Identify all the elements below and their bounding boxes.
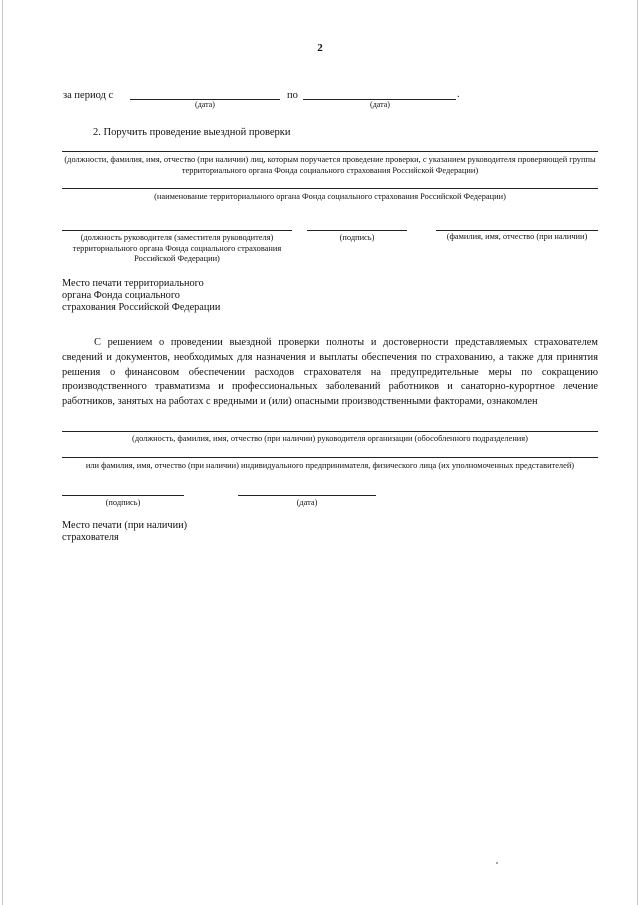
ack-signature-line — [62, 495, 184, 496]
ack-signature-caption: (подпись) — [105, 498, 141, 507]
period-from-label: за период с — [63, 90, 114, 101]
fund-stamp-place: Место печати территориального органа Фонда социального страхования Российской Федерации — [62, 278, 221, 313]
insured-stamp-place: Место печати (при наличии) страхователя — [62, 520, 188, 543]
page-number: 2 — [317, 42, 323, 54]
period-to-label: по — [287, 90, 298, 101]
period-to-date-caption: (дата) — [370, 100, 390, 109]
signature-caption: (подпись) — [339, 233, 375, 242]
officials-caption: (должности, фамилия, имя, отчество (при наличии) лиц, которым поручается проведение проверки, с указанием руководителя проверяющей группы территориального органа Фонда социального страхования Российской Федерации) — [64, 155, 596, 175]
period-end-dot: . — [457, 89, 460, 100]
ack-date-line — [238, 495, 376, 496]
position-line — [62, 230, 292, 231]
position-caption: (должность руководителя (заместителя руководителя) территориального органа Фонда социального страхования Российской Федерации) — [72, 233, 282, 263]
decision-paragraph: С решением о проведении выездной проверки полноты и достоверности представляемых страхователем сведений и документов, необходимых для назначения и выплаты обеспечения по страхованию, а также для принятия решения о финансовом обеспечении расходов страхователя на предупредительные меры по сокращению производственного травматизма и профессиональных заболеваний работников и санаторно-курортное лечение работников, занятых на работах с вредными и (или) опасными производственными факторами, ознакомлен — [62, 337, 598, 408]
fund-body-caption: (наименование территориального органа Фонда социального страхования Российской Федерации) — [154, 192, 506, 201]
section2-title: 2. Поручить проведение выездной проверки — [93, 127, 291, 138]
ack-date-caption: (дата) — [296, 498, 318, 507]
page-edge-left — [2, 0, 3, 905]
head-line — [62, 431, 598, 432]
entrepreneur-caption: или фамилия, имя, отчество (при наличии) индивидуального предпринимателя, физического лица (их уполномоченных представителей) — [85, 461, 575, 470]
fund-body-line — [62, 188, 598, 189]
head-caption: (должность, фамилия, имя, отчество (при наличии) руководителя организации (обособленного подразделения) — [132, 434, 528, 443]
name-line — [436, 230, 598, 231]
officials-line — [62, 151, 598, 152]
page-edge-right — [637, 0, 638, 905]
period-from-date-caption: (дата) — [195, 100, 215, 109]
scan-speck — [496, 862, 498, 864]
signature-line — [307, 230, 407, 231]
name-caption: (фамилия, имя, отчество (при наличии) — [446, 232, 588, 241]
entrepreneur-line — [62, 457, 598, 458]
